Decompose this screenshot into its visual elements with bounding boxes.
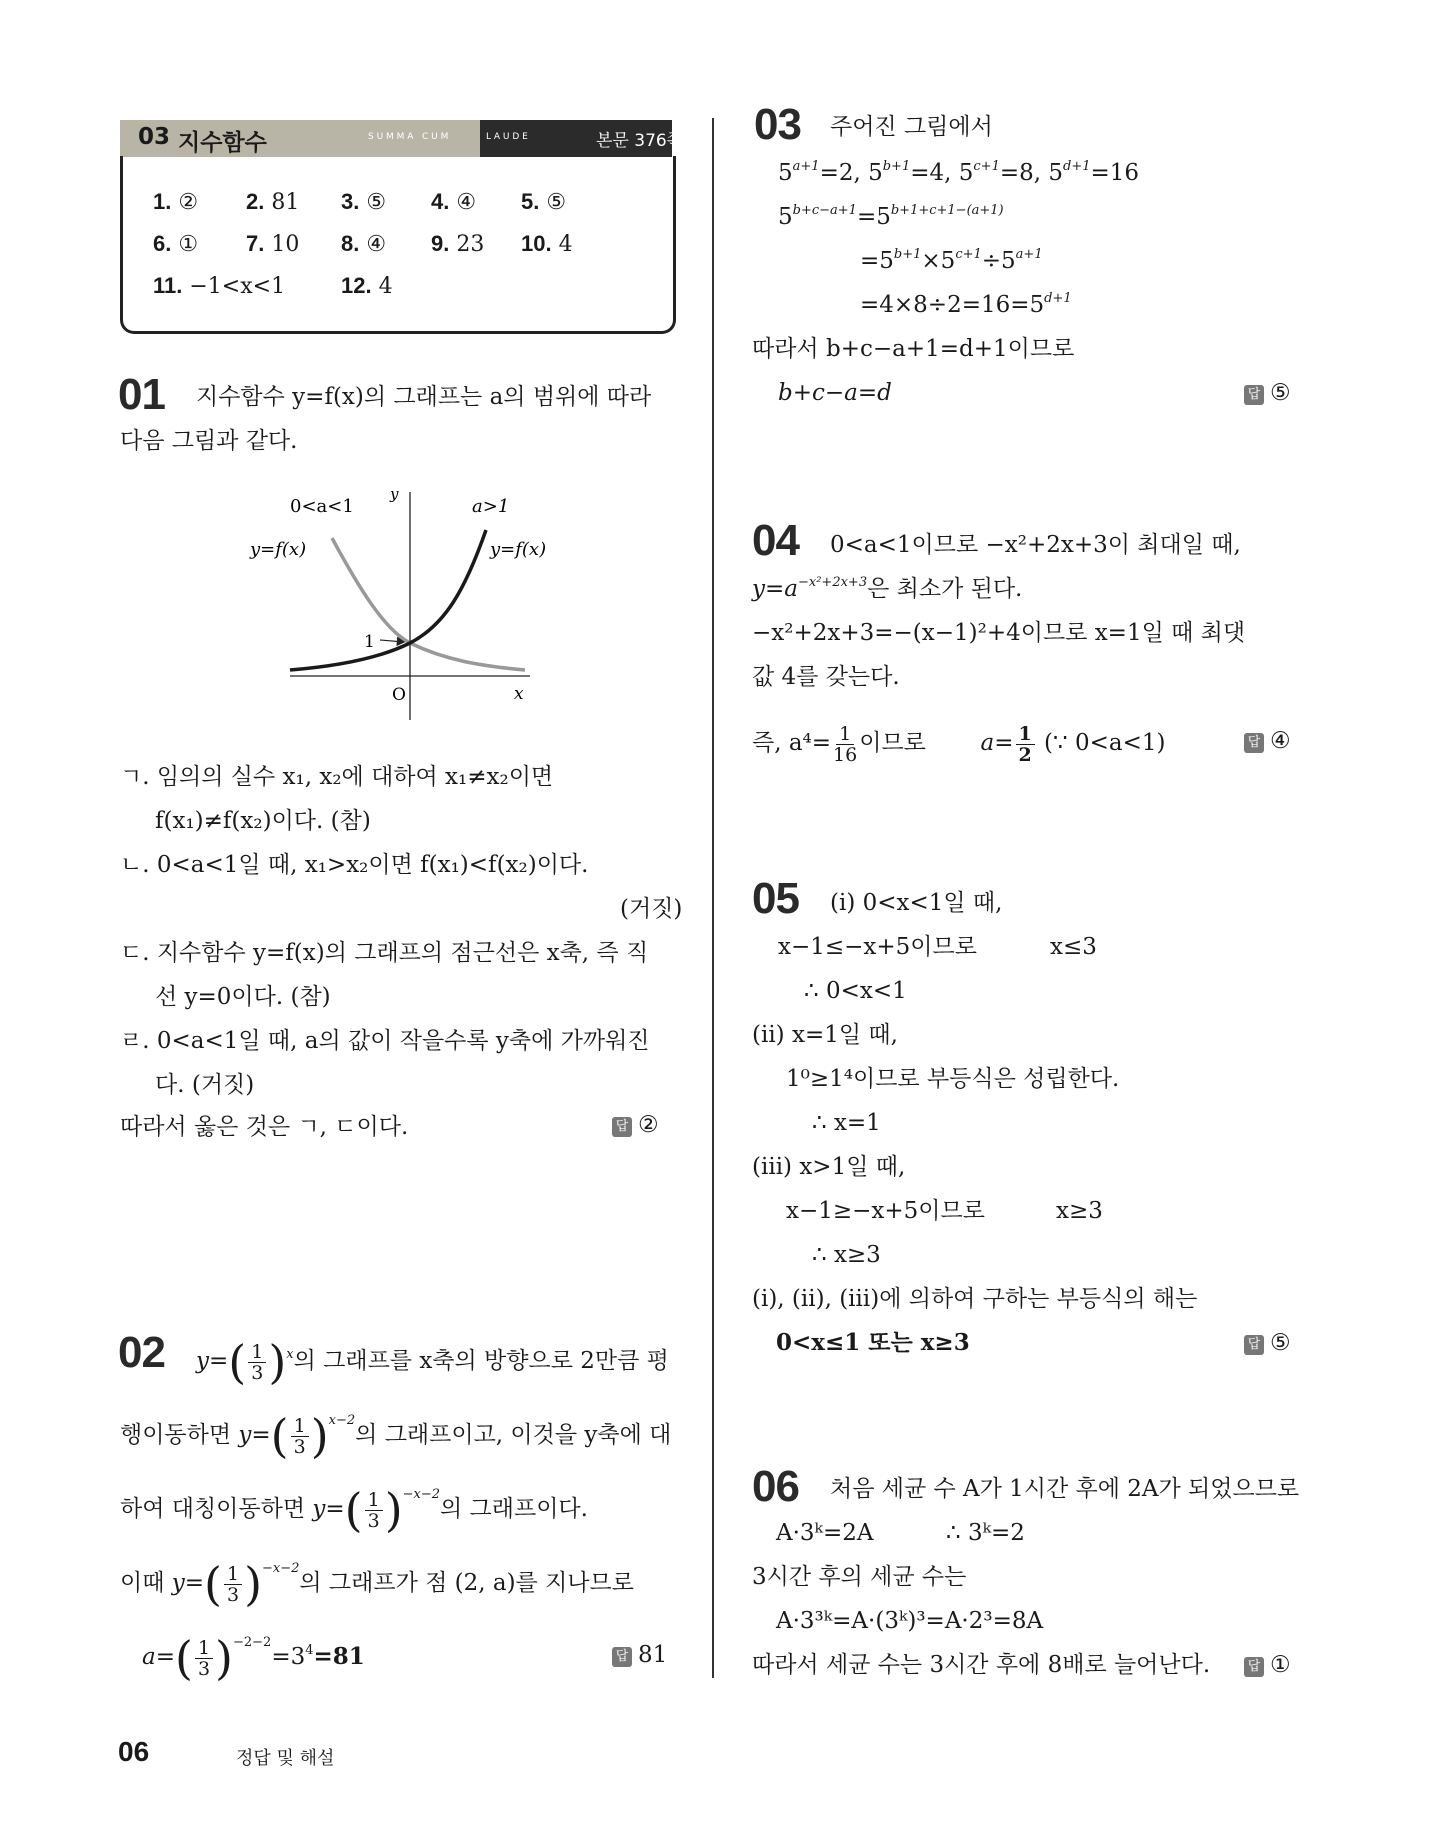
p05-line-11: 0<x≤1 또는 x≥3: [776, 1329, 970, 1356]
p05-line-1: (ⅰ) 0<x<1일 때,: [830, 890, 1003, 916]
p04-line-2: $y=a^{-x^2+2x+3}$은 최소가 된다.: [752, 575, 1023, 602]
p04-answer: 답 ④: [1244, 728, 1291, 754]
p05-answer: 답 ⑤: [1244, 1330, 1291, 1356]
p05-line-7: (ⅲ) x>1일 때,: [752, 1154, 906, 1180]
p05-line-2a: x−1≤−x+5이므로: [778, 934, 977, 960]
p03-line-3: $5^{b+c-a+1}=5^{b+1+c+1-(a+1)}$: [778, 203, 1004, 230]
problem-number-06: 06: [752, 1462, 799, 1511]
p02-line-3: 하여 대칭이동하면 y=( $\frac{1}{3}$ )$^{-x-2}$의 그래프이다.: [120, 1483, 588, 1537]
answer-item: 3. ⑤: [341, 189, 387, 215]
p06-line-1: 처음 세균 수 A가 1시간 후에 2A가 되었으므로: [830, 1476, 1300, 1502]
p05-line-6: ∴ x=1: [812, 1110, 881, 1136]
footer-label: 정답 및 해설: [236, 1748, 335, 1769]
p04-line-1: 0<a<1이므로 −x²+2x+3이 최대일 때,: [830, 532, 1241, 558]
p05-line-9: ∴ x≥3: [812, 1242, 881, 1268]
p06-line-5: 따라서 세균 수는 3시간 후에 8배로 늘어난다.: [752, 1652, 1211, 1678]
label-one: 1: [364, 632, 375, 652]
p05-line-10: (ⅰ), (ⅱ), (ⅲ)에 의하여 구하는 부등식의 해는: [752, 1286, 1198, 1312]
p03-line-2: $5^{a+1}=2$, $5^{b+1}=4$, $5^{c+1}=8$, $5^{d+1}=16$: [778, 159, 1140, 186]
increasing-curve: [290, 530, 486, 670]
p01-line-3: ㄴ. 0<a<1일 때, x₁>x₂이면 f(x₁)<f(x₂)이다.: [120, 852, 589, 878]
problem-number-02: 02: [118, 1328, 165, 1377]
p06-line-2a: A·3ᵏ=2A: [776, 1520, 874, 1546]
exponential-graph: [240, 480, 580, 720]
label-origin: O: [392, 685, 406, 705]
p01-answer: 답 ②: [612, 1112, 659, 1138]
p01-line-6: 선 y=0이다. (참): [155, 984, 331, 1010]
problem-number-04: 04: [752, 516, 799, 565]
p03-line-7: b+c−a=d: [778, 380, 892, 406]
p06-line-2b: ∴ 3ᵏ=2: [946, 1520, 1025, 1546]
label-curve-left: y=f(x): [250, 539, 307, 560]
problem-number-03: 03: [754, 100, 801, 149]
p04-line-4: 값 4를 갖는다.: [752, 664, 900, 690]
column-divider: [712, 118, 714, 1678]
p02-line-5: a=( $\frac{1}{3}$ )$^{-2-2}=3^4=81$: [142, 1631, 365, 1685]
chapter-header: [120, 120, 684, 157]
p04-line-3: −x²+2x+3=−(x−1)²+4이므로 x=1일 때 최댓: [752, 620, 1246, 646]
page-reference: 본문 376쪽: [596, 131, 684, 151]
p01-line-7: ㄹ. 0<a<1일 때, a의 값이 작을수록 y축에 가까워진: [120, 1028, 650, 1054]
p05-line-8a: x−1≥−x+5이므로: [786, 1198, 985, 1224]
answer-item: 1. ②: [153, 189, 199, 215]
header-title-band: [120, 120, 480, 157]
header-tagline-band: [480, 120, 600, 157]
problem-number-05: 05: [752, 874, 799, 923]
p01-line-2: f(x₁)≠f(x₂)이다. (참): [155, 808, 371, 834]
chapter-title: 지수함수: [178, 130, 267, 156]
answer-key-box: [120, 156, 676, 334]
p04-line-5: 즉, a⁴= $\frac{1}{16}$ 이므로 a= $\frac{1}{2}$ (∵ 0<a<1): [752, 722, 1166, 766]
p05-line-4: (ⅱ) x=1일 때,: [752, 1022, 898, 1048]
answer-item: 4. ④: [431, 189, 477, 215]
answer-item: 9. 23: [431, 231, 485, 257]
p05-line-8b: x≥3: [1056, 1198, 1103, 1224]
label-curve-right: y=f(x): [490, 539, 547, 560]
answer-item: 10. 4: [521, 231, 573, 257]
p01-intro: 지수함수 y=f(x)의 그래프는 a의 범위에 따라: [196, 384, 652, 410]
answer-item: 2. 81: [246, 189, 300, 215]
p01-line-1: ㄱ. 임의의 실수 x₁, x₂에 대하여 x₁≠x₂이면: [120, 764, 554, 790]
p05-line-5: 1⁰≥1⁴이므로 부등식은 성립한다.: [786, 1066, 1120, 1092]
label-a-gt-1: a>1: [472, 496, 510, 517]
p03-line-6: 따라서 b+c−a+1=d+1이므로: [752, 336, 1075, 362]
p03-line-1: 주어진 그림에서: [830, 114, 993, 140]
label-x-axis: x: [514, 684, 524, 704]
p02-line-1: y=( $\frac{1}{3}$ )$^x$의 그래프를 x축의 방향으로 2만큼 평: [196, 1335, 669, 1389]
p02-line-4: 이때 y=( $\frac{1}{3}$ )$^{-x-2}$의 그래프가 점 (2, a)를 지나므로: [120, 1557, 634, 1611]
answer-item: 7. 10: [246, 231, 300, 257]
tagline-b: L A U D E: [486, 132, 528, 142]
one-arrow: [380, 640, 404, 642]
problem-number-01: 01: [118, 370, 165, 419]
p06-line-4: A·3³ᵏ=A·(3ᵏ)³=A·2³=8A: [776, 1608, 1044, 1634]
p02-line-2: 행이동하면 y=( $\frac{1}{3}$ )$^{x-2}$의 그래프이고, 이것을 y축에 대: [120, 1409, 672, 1463]
label-0-a-1: 0<a<1: [290, 496, 354, 517]
chapter-number: 03: [138, 124, 171, 150]
p01-line-8: 다. (거짓): [155, 1072, 255, 1098]
answer-item: 12. 4: [341, 273, 393, 299]
answer-item: 6. ①: [153, 231, 199, 257]
label-y-axis: y: [390, 485, 399, 503]
answer-mark: 답: [612, 1117, 632, 1137]
p01-intro-cont: 다음 그림과 같다.: [120, 428, 298, 454]
answer-item: 5. ⑤: [521, 189, 567, 215]
page-number: 06: [118, 1736, 150, 1767]
p03-answer: 답 ⑤: [1244, 380, 1291, 406]
answer-item: 8. ④: [341, 231, 387, 257]
answer-item: 11. −1<x<1: [153, 273, 286, 299]
tagline-a: S U M M A C U M: [368, 132, 449, 142]
p03-line-4: $=5^{b+1}\times 5^{c+1}\div 5^{a+1}$: [860, 247, 1043, 274]
p01-line-9: 따라서 옳은 것은 ㄱ, ㄷ이다.: [120, 1114, 409, 1140]
p01-line-5: ㄷ. 지수함수 y=f(x)의 그래프의 점근선은 x축, 즉 직: [120, 940, 649, 966]
p03-line-5: $=4\times 8\div 2=16=5^{d+1}$: [860, 291, 1072, 318]
p06-line-3: 3시간 후의 세균 수는: [752, 1564, 967, 1590]
header-page-ref-band: [596, 120, 684, 157]
p01-line-4: (거짓): [620, 896, 683, 922]
p06-answer: 답 ①: [1244, 1652, 1291, 1678]
p05-line-2b: x≤3: [1050, 934, 1097, 960]
p05-line-3: ∴ 0<x<1: [804, 978, 907, 1004]
p02-answer: 답 81: [612, 1642, 667, 1668]
